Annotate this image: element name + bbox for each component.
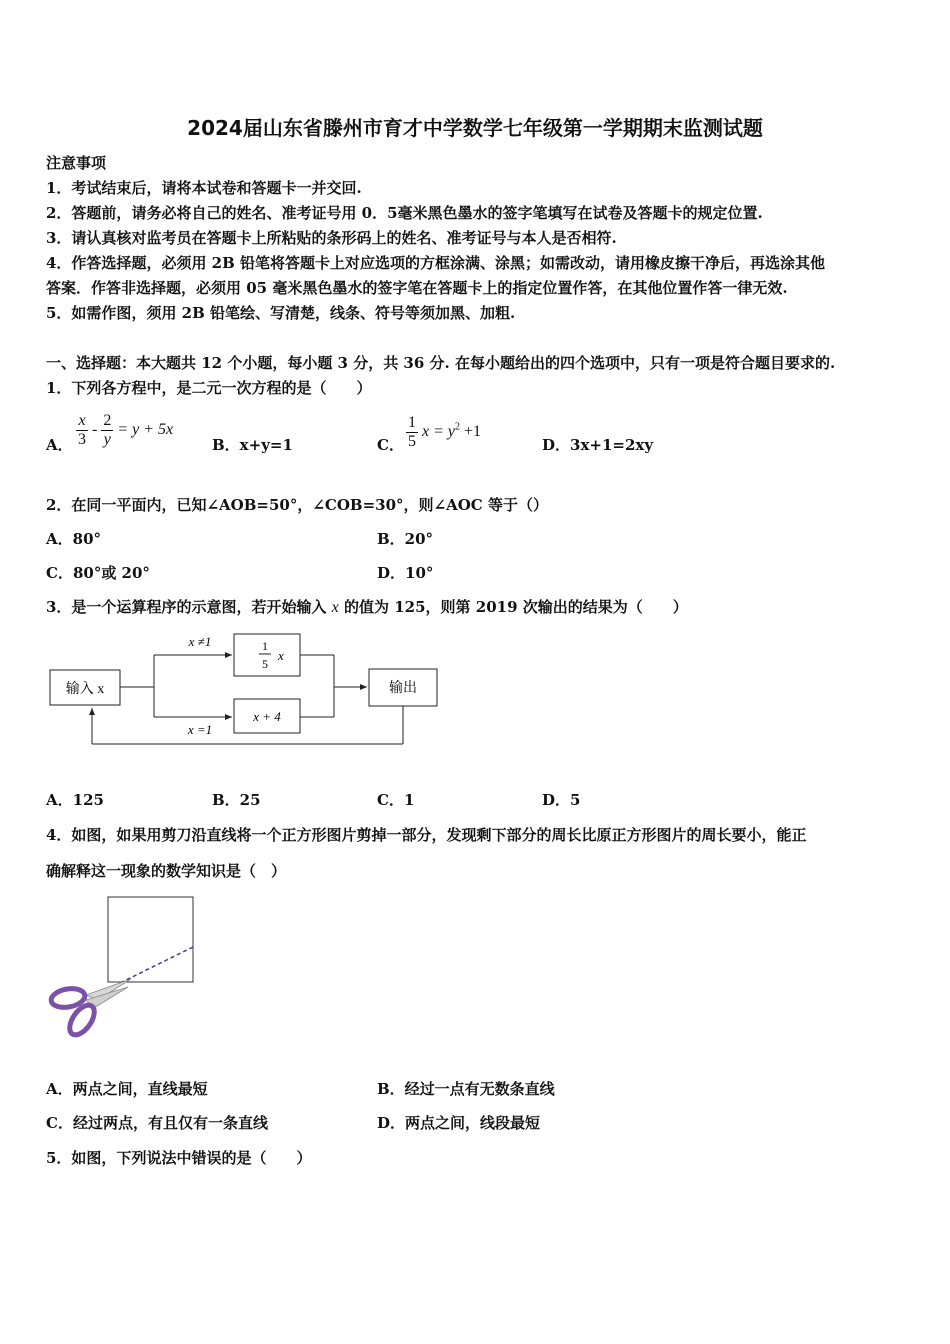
- question-1-stem: 1．下列各方程中，是二元一次方程的是（ ）: [46, 379, 372, 397]
- frac-den: 3: [78, 430, 86, 448]
- notice-item: 3．请认真核对监考员在答题卡上所粘贴的条形码上的姓名、准考证号与本人是否相符.: [46, 229, 617, 247]
- exponent: 2: [455, 421, 460, 433]
- notice-heading: 注意事项: [46, 154, 107, 172]
- frac-num: x: [78, 412, 86, 429]
- q1-option-b: B．x+y=1: [212, 436, 293, 454]
- q2-option-c: C．80°或 20°: [46, 564, 150, 582]
- q4-option-c: C．经过两点，有且仅有一条直线: [46, 1114, 268, 1132]
- stem-text: 3．是一个运算程序的示意图，若开始输入: [46, 598, 332, 616]
- notice-item: 1．考试结束后，请将本试卷和答题卡一并交回.: [46, 179, 362, 197]
- frac-den: y: [103, 430, 111, 448]
- q4-option-b: B．经过一点有无数条直线: [377, 1080, 555, 1098]
- flowchart-diagram: [40, 630, 450, 752]
- q3-option-d: D．5: [542, 791, 581, 809]
- frac-num: 1: [408, 414, 416, 431]
- equation-rest: x = y: [422, 422, 455, 440]
- notice-item: 答案．作答非选择题，必须用 05 毫米黑色墨水的签字笔在答题卡上的指定位置作答，在其他位置作答一律无效.: [46, 279, 788, 297]
- square-picture: [108, 897, 193, 982]
- q2-option-a: A．80°: [46, 530, 102, 548]
- flow-condition-top: x ≠1: [188, 634, 212, 649]
- flow-input-label: 输入 x: [65, 682, 105, 697]
- stem-variable: x: [331, 599, 339, 616]
- flow-add-label: x + 4: [253, 709, 281, 724]
- q1-option-c-formula: [406, 414, 481, 450]
- frac-den: 5: [408, 432, 416, 450]
- flow-frac-var: x: [278, 648, 284, 663]
- page-title: 2024届山东省滕州市育才中学数学七年级第一学期期末监测试题: [187, 116, 763, 140]
- question-2-stem: 2．在同一平面内，已知∠AOB=50°，∠COB=30°，则∠AOC 等于（）: [46, 496, 548, 514]
- equation-tail: +1: [460, 422, 482, 440]
- question-3-stem: [46, 596, 688, 617]
- minus-sign: -: [92, 420, 98, 438]
- notice-item: 5．如需作图，须用 2B 铅笔绘、写清楚，线条、符号等须加黑、加粗.: [46, 304, 516, 322]
- q1-option-c-label: C．: [377, 436, 404, 454]
- equation-rest: = y + 5x: [117, 420, 174, 438]
- flow-condition-bottom: x =1: [187, 722, 213, 737]
- flow-output-label: 输出: [389, 681, 417, 696]
- question-4-stem-cont: 确解释这一现象的数学知识是（ ）: [46, 862, 287, 880]
- q4-option-a: A．两点之间，直线最短: [46, 1080, 208, 1098]
- flow-frac-num: 1: [262, 639, 268, 653]
- q3-option-b: B．25: [212, 791, 261, 809]
- q1-option-a-label: A．: [46, 436, 73, 454]
- q4-option-d: D．两点之间，线段最短: [377, 1114, 541, 1132]
- stem-text: 的值为 125，则第 2019 次输出的结果为（ ）: [338, 598, 688, 616]
- flow-frac-den: 5: [262, 657, 268, 671]
- q2-option-d: D．10°: [377, 564, 434, 582]
- question-4-stem: 4．如图，如果用剪刀沿直线将一个正方形图片剪掉一部分，发现剩下部分的周长比原正方形图片的周长要小，能正: [46, 826, 807, 844]
- frac-num: 2: [103, 412, 112, 429]
- question-5-stem: 5．如图，下列说法中错误的是（ ）: [46, 1149, 312, 1167]
- q1-option-a-formula: [76, 412, 173, 448]
- notice-item: 2．答题前，请务必将自己的姓名、准考证号用 0．5毫米黑色墨水的签字笔填写在试卷及答题卡的规定位置.: [46, 204, 763, 222]
- section-heading: 一、选择题：本大题共 12 个小题，每小题 3 分，共 36 分. 在每小题给出的四个选项中，只有一项是符合题目要求的.: [46, 354, 836, 372]
- q2-option-b: B．20°: [377, 530, 434, 548]
- scissors-square-figure: [46, 892, 206, 1042]
- q1-option-d: D．3x+1=2xy: [542, 436, 654, 454]
- q3-option-a: A．125: [46, 791, 104, 809]
- q3-option-c: C．1: [377, 791, 415, 809]
- notice-item: 4．作答选择题，必须用 2B 铅笔将答题卡上对应选项的方框涂满、涂黑；如需改动，请用橡皮擦干净后，再选涂其他: [46, 254, 826, 272]
